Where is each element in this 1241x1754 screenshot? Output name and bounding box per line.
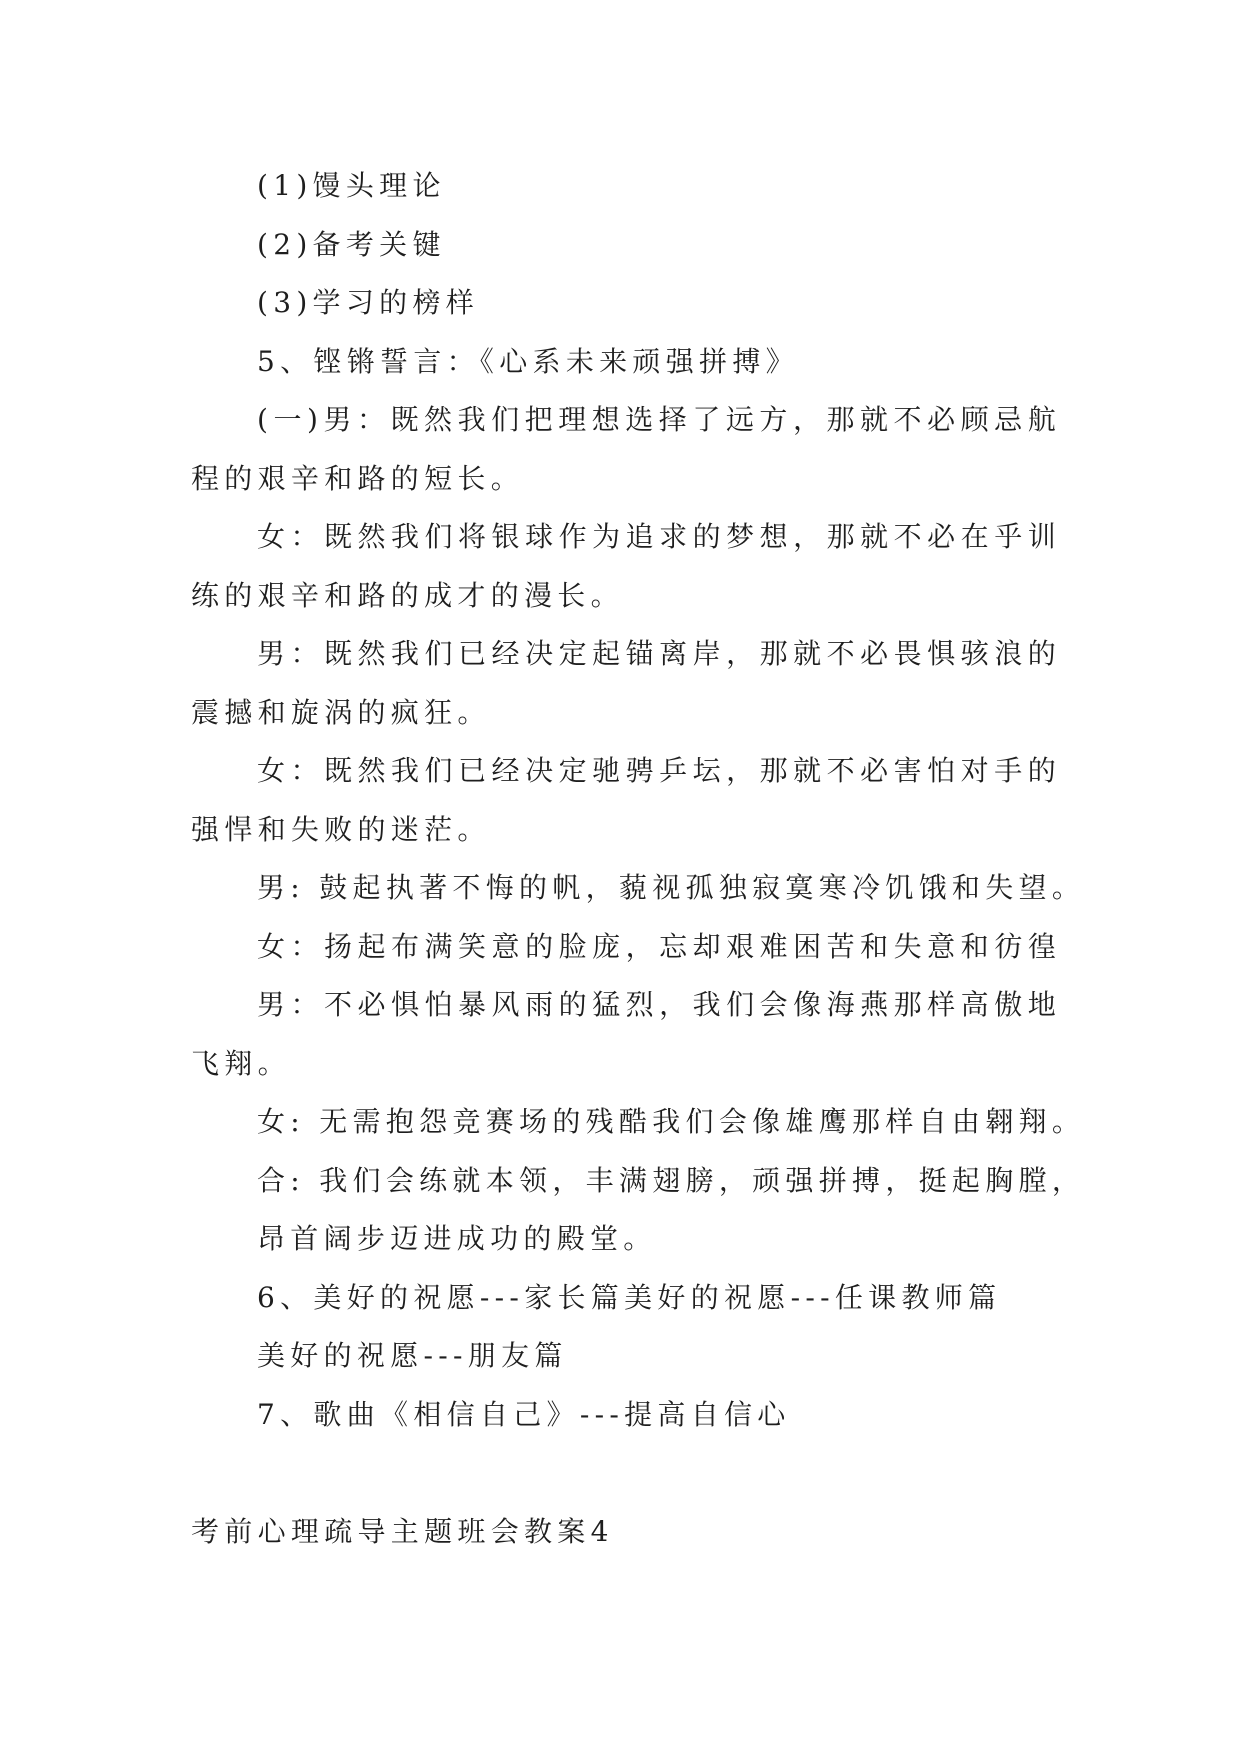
- verse-line: 合: 我们会练就本领，丰满翅膀，顽强拼搏，挺起胸膛，: [257, 1163, 1086, 1197]
- outline-item: (1)馒头理论: [257, 169, 446, 202]
- wishes-line: 6、美好的祝愿---家长篇美好的祝愿---任课教师篇: [257, 1280, 1002, 1314]
- oath-heading: 5、铿锵誓言：《心系未来顽强拼搏》: [257, 344, 799, 378]
- verse-continuation: 练的艰辛和路的成才的漫长。: [191, 578, 624, 612]
- outline-item: (2)备考关键: [257, 227, 446, 261]
- verse-line: 女: 无需抱怨竞赛场的残酷我们会像雄鹰那样自由翱翔。: [257, 1105, 1086, 1138]
- verse-line: 男：不必惧怕暴风雨的猛烈，我们会像海燕那样高傲地: [257, 988, 1061, 1021]
- song-line: 7、歌曲《相信自己》---提高自信心: [257, 1397, 791, 1431]
- verse-line: 男：既然我们已经决定起锚离岸，那就不必畏惧骇浪的: [257, 637, 1061, 670]
- section-spacer: [191, 1444, 1241, 1503]
- verse-continuation: 昂首阔步迈进成功的殿堂。: [257, 1222, 657, 1255]
- verse-line: 女：扬起布满笑意的脸庞，忘却艰难困苦和失意和彷徨: [257, 929, 1061, 963]
- verse-line: 女：既然我们已经决定驰骋乒坛，那就不必害怕对手的: [257, 754, 1061, 787]
- verse-continuation: 震撼和旋涡的疯狂。: [191, 695, 491, 729]
- verse-continuation: 程的艰辛和路的短长。: [191, 461, 525, 495]
- wishes-line: 美好的祝愿---朋友篇: [257, 1339, 568, 1372]
- verse-line: (一)男：既然我们把理想选择了远方，那就不必顾忌航: [257, 403, 1061, 436]
- verse-continuation: 飞翔。: [191, 1046, 291, 1080]
- verse-continuation: 强悍和失败的迷茫。: [191, 812, 491, 846]
- verse-line: 女：既然我们将银球作为追求的梦想，那就不必在乎训: [257, 520, 1061, 553]
- next-section-title: 考前心理疏导主题班会教案4: [191, 1514, 614, 1548]
- outline-item: (3)学习的榜样: [257, 286, 480, 319]
- verse-line: 男: 鼓起执著不悔的帆，藐视孤独寂寞寒冷饥饿和失望。: [257, 871, 1086, 904]
